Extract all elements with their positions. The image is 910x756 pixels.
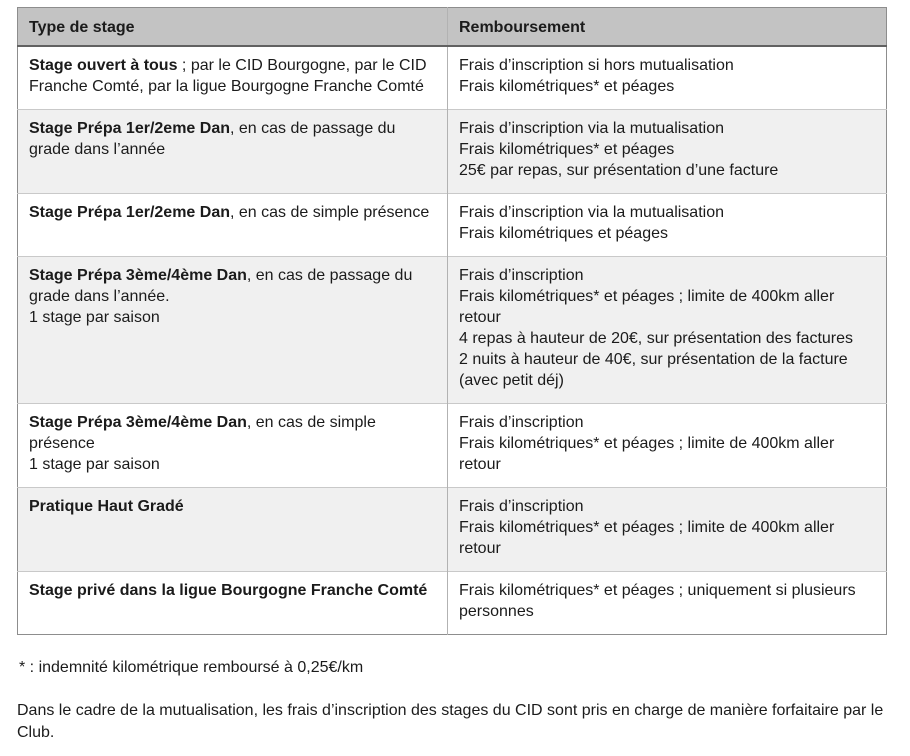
mutualisation-note: Dans le cadre de la mutualisation, les frais d’inscription des stages du CID sont pris en charge de manière forfaitaire par le Club. [17, 702, 884, 741]
reimbursement-cell [448, 257, 887, 404]
stage-name: Stage Prépa 1er/2eme Dan [29, 204, 230, 221]
reimbursement-line: Frais d’inscription si hors mutualisation [459, 57, 734, 74]
reimbursement-line: Frais kilométriques* et péages ; limite de 400km aller retour [459, 435, 835, 473]
stage-type-cell [18, 194, 448, 257]
reimbursement-line: Frais d’inscription [459, 414, 584, 431]
reimbursement-table [17, 7, 887, 635]
reimbursement-line: Frais d’inscription [459, 498, 584, 515]
reimbursement-cell [448, 110, 887, 194]
stage-name: Stage Prépa 3ème/4ème Dan [29, 414, 247, 431]
reimbursement-cell [448, 572, 887, 635]
stage-type-cell [18, 46, 448, 110]
table-row [18, 404, 887, 488]
table-header-row [18, 8, 887, 47]
stage-type-cell [18, 488, 448, 572]
stage-type-cell [18, 110, 448, 194]
stage-description: , en cas de simple présence [29, 414, 376, 452]
stage-description: , en cas de passage du grade dans l’année. [29, 267, 413, 305]
stage-type-cell [18, 404, 448, 488]
reimbursement-line: 25€ par repas, sur présentation d’une facture [459, 162, 779, 179]
stage-name: Stage privé dans la ligue Bourgogne Franche Comté [29, 582, 428, 599]
reimbursement-cell [448, 46, 887, 110]
column-header-type-de-stage: Type de stage [18, 8, 448, 47]
footnote-kilometric-rate: * : indemnité kilométrique remboursé à 0,25€/km [19, 659, 364, 676]
stage-note: 1 stage par saison [29, 309, 160, 326]
table-row [18, 110, 887, 194]
stage-name: Stage Prépa 1er/2eme Dan [29, 120, 230, 137]
reimbursement-cell [448, 194, 887, 257]
stage-name: Stage ouvert à tous [29, 57, 178, 74]
stage-name: Stage Prépa 3ème/4ème Dan [29, 267, 247, 284]
table-row [18, 257, 887, 404]
stage-name: Pratique Haut Gradé [29, 498, 184, 515]
stage-note: 1 stage par saison [29, 456, 160, 473]
reimbursement-line: Frais d’inscription via la mutualisation [459, 204, 724, 221]
table-row [18, 572, 887, 635]
stage-description: , en cas de simple présence [230, 204, 430, 221]
reimbursement-line: Frais kilométriques* et péages ; uniquement si plusieurs personnes [459, 582, 856, 620]
reimbursement-line: Frais kilométriques* et péages [459, 141, 675, 158]
stage-description: ; par le CID Bourgogne, par le CID Franche Comté, par la ligue Bourgogne Franche Comté [29, 57, 427, 95]
stage-type-cell [18, 572, 448, 635]
column-header-remboursement: Remboursement [448, 8, 887, 47]
table-row [18, 194, 887, 257]
reimbursement-line: 4 repas à hauteur de 20€, sur présentation des factures [459, 330, 854, 347]
table-row [18, 46, 887, 110]
reimbursement-line: Frais d’inscription via la mutualisation [459, 120, 724, 137]
reimbursement-cell [448, 488, 887, 572]
table-row [18, 488, 887, 572]
reimbursement-cell [448, 404, 887, 488]
reimbursement-line: Frais kilométriques et péages [459, 225, 668, 242]
reimbursement-line: Frais kilométriques* et péages ; limite de 400km aller retour [459, 519, 835, 557]
reimbursement-line: Frais kilométriques* et péages [459, 78, 675, 95]
reimbursement-line: Frais kilométriques* et péages ; limite de 400km aller retour [459, 288, 835, 326]
stage-type-cell [18, 257, 448, 404]
stage-description: , en cas de passage du grade dans l’année [29, 120, 396, 158]
reimbursement-line: Frais d’inscription [459, 267, 584, 284]
reimbursement-line: 2 nuits à hauteur de 40€, sur présentation de la facture (avec petit déj) [459, 351, 848, 389]
